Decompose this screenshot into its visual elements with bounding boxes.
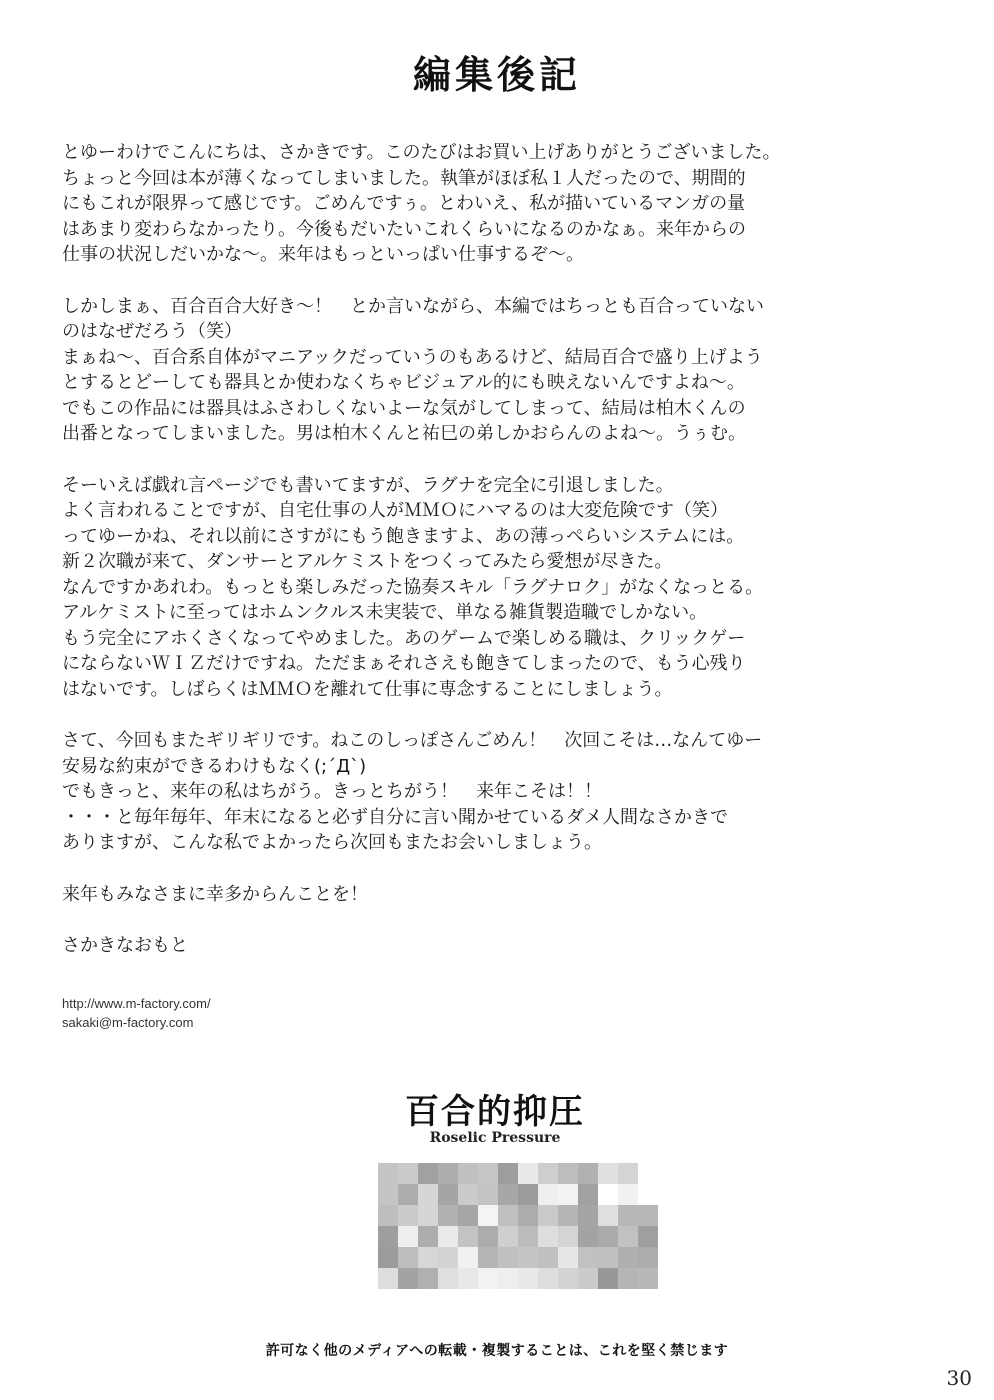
mosaic-cell <box>458 1184 478 1205</box>
copyright-notice: 許可なく他のメディアへの転載・複製することは、これを堅く禁じます <box>265 1343 729 1359</box>
mosaic-cell <box>378 1226 398 1247</box>
mosaic-cell <box>438 1268 458 1289</box>
mosaic-cell <box>598 1226 618 1247</box>
email-link[interactable]: sakaki@m-factory.com <box>62 1015 194 1030</box>
paragraph-5 <box>62 882 942 908</box>
mosaic-cell <box>598 1268 618 1289</box>
text-line: アルケミストに至ってはホムンクルス未実装で、単なる雑貨製造職でしかない。 <box>62 602 708 623</box>
mosaic-cell <box>558 1205 578 1226</box>
text-line: でもきっと、来年の私はちがう。きっとちがう！ 来年こそは！！ <box>62 781 602 802</box>
mosaic-cell <box>558 1226 578 1247</box>
text-line: さて、今回もまたギリギリです。ねこのしっぽさんごめん！ 次回こそは…なんてゆー <box>62 730 763 751</box>
mosaic-cell <box>558 1163 578 1184</box>
mosaic-cell <box>498 1247 518 1268</box>
text-line: ってゆーかね、それ以前にさすがにもう飽きますよ、あの薄っぺらいシステムには。 <box>62 525 745 547</box>
mosaic-cell <box>498 1268 518 1289</box>
mosaic-cell <box>378 1163 398 1184</box>
text-line: でもこの作品には器具はふさわしくないよーな気がしてしまって、結局は柏木くんの <box>62 397 746 419</box>
paragraph-3 <box>62 473 942 703</box>
mosaic-cell <box>378 1268 398 1289</box>
mosaic-cell <box>458 1226 478 1247</box>
mosaic-cell <box>518 1268 538 1289</box>
mosaic-cell <box>558 1268 578 1289</box>
text-line: 出番となってしまいました。男は柏木くんと祐巳の弟しかおらんのよね～。うぅむ。 <box>62 423 746 444</box>
mosaic-cell <box>418 1205 438 1226</box>
text-line: 新２次職が来て、ダンサーとアルケミストをつくってみたら愛想が尽きた。 <box>62 551 673 572</box>
mosaic-cell <box>418 1268 438 1289</box>
mosaic-cell <box>558 1184 578 1205</box>
mosaic-cell <box>438 1226 458 1247</box>
mosaic-cell <box>598 1163 618 1184</box>
mosaic-cell <box>458 1247 478 1268</box>
mosaic-cell <box>498 1205 518 1226</box>
mosaic-cell <box>418 1163 438 1184</box>
mosaic-cell <box>398 1226 418 1247</box>
mosaic-cell <box>378 1184 398 1205</box>
pixelated-censor-block <box>378 1163 668 1293</box>
mosaic-cell <box>458 1268 478 1289</box>
mosaic-cell <box>438 1163 458 1184</box>
mosaic-cell <box>518 1163 538 1184</box>
mosaic-cell <box>578 1163 598 1184</box>
mosaic-cell <box>438 1184 458 1205</box>
text-line: にならないＷＩＺだけですね。ただまぁそれさえも飽きてしまったので、もう心残り <box>62 653 746 674</box>
text-line: ありますが、こんな私でよかったら次回もまたお会いしましょう。 <box>62 832 602 853</box>
text-line: ・・・と毎年毎年、年末になると必ず自分に言い聞かせているダメ人間なさかきで <box>62 806 728 828</box>
mosaic-cell <box>398 1247 418 1268</box>
mosaic-cell <box>398 1184 418 1205</box>
text-line: のはなぜだろう（笑） <box>62 321 242 342</box>
mosaic-cell <box>478 1247 498 1268</box>
mosaic-cell <box>498 1184 518 1205</box>
mosaic-cell <box>538 1163 558 1184</box>
mosaic-cell <box>518 1205 538 1226</box>
mosaic-cell <box>478 1163 498 1184</box>
text-line: はないです。しばらくはＭＭＯを離れて仕事に専念することにしましょう。 <box>62 678 673 700</box>
mosaic-cell <box>518 1184 538 1205</box>
mosaic-cell <box>538 1205 558 1226</box>
author-signature <box>62 933 942 959</box>
text-line: 安易な約束ができるわけもなく(;´Д`) <box>62 755 367 777</box>
mosaic-cell <box>598 1247 618 1268</box>
afterword-body <box>62 140 942 985</box>
website-link[interactable]: http://www.m-factory.com/ <box>62 996 211 1011</box>
text-line: なんですかあれわ。もっとも楽しみだった協奏スキル「ラグナロク」がなくなっとる。 <box>62 576 764 598</box>
mosaic-cell <box>398 1268 418 1289</box>
logo-title-jp: 百合的抑圧 <box>405 1092 585 1132</box>
text-line: とゆーわけでこんにちは、さかきです。このたびはお買い上げありがとうございました。 <box>62 142 781 163</box>
mosaic-cell <box>438 1205 458 1226</box>
circle-logo <box>380 1092 610 1146</box>
mosaic-cell <box>438 1247 458 1268</box>
author-name: さかきなおもと <box>62 935 188 956</box>
mosaic-cell <box>458 1205 478 1226</box>
mosaic-cell <box>638 1247 658 1268</box>
mosaic-cell <box>518 1247 538 1268</box>
text-line: とするとどーしても器具とか使わなくちゃビジュアル的にも映えないんですよね～。 <box>62 372 745 393</box>
paragraph-4 <box>62 728 942 856</box>
mosaic-cell <box>618 1184 638 1205</box>
text-line: そーいえば戯れ言ページでも書いてますが、ラグナを完全に引退しました。 <box>62 474 674 496</box>
mosaic-cell <box>418 1184 438 1205</box>
mosaic-cell <box>398 1163 418 1184</box>
text-line: もう完全にアホくさくなってやめました。あのゲームで楽しめる職は、クリックゲー <box>62 627 746 649</box>
mosaic-cell <box>578 1247 598 1268</box>
mosaic-cell <box>538 1268 558 1289</box>
mosaic-cell <box>478 1268 498 1289</box>
mosaic-cell <box>638 1205 658 1226</box>
mosaic-cell <box>398 1205 418 1226</box>
mosaic-cell <box>558 1247 578 1268</box>
mosaic-cell <box>518 1226 538 1247</box>
text-line: 来年もみなさまに幸多からんことを！ <box>62 883 368 905</box>
page-number: 30 <box>946 1366 972 1390</box>
text-line: しかしまぁ、百合百合大好き～！ とか言いながら、本編ではちっとも百合っていない <box>62 295 764 317</box>
page-title: 編集後記 <box>412 53 581 97</box>
text-line: まぁね～、百合系自体がマニアックだっていうのもあるけど、結局百合で盛り上げよう <box>62 346 763 368</box>
mosaic-cell <box>598 1205 618 1226</box>
mosaic-cell <box>638 1226 658 1247</box>
mosaic-cell <box>418 1226 438 1247</box>
mosaic-cell <box>638 1268 658 1289</box>
mosaic-cell <box>578 1268 598 1289</box>
text-line: にもこれが限界って感じです。ごめんですぅ。とわいえ、私が描いているマンガの量 <box>62 193 746 214</box>
mosaic-cell <box>458 1163 478 1184</box>
mosaic-cell <box>378 1247 398 1268</box>
mosaic-cell <box>618 1205 638 1226</box>
mosaic-cell <box>478 1226 498 1247</box>
mosaic-cell <box>578 1205 598 1226</box>
mosaic-cell <box>538 1247 558 1268</box>
mosaic-cell <box>618 1268 638 1289</box>
logo-title-en: Roselic Pressure <box>429 1130 561 1146</box>
text-line: 仕事の状況しだいかな～。来年はもっといっぱい仕事するぞ～。 <box>62 244 584 265</box>
mosaic-cell <box>378 1205 398 1226</box>
mosaic-cell <box>578 1184 598 1205</box>
text-line: よく言われることですが、自宅仕事の人がＭＭＯにハマるのは大変危険です（笑） <box>62 500 728 521</box>
mosaic-cell <box>538 1226 558 1247</box>
text-line: ちょっと今回は本が薄くなってしまいました。執筆がほぼ私１人だったので、期間的 <box>62 167 746 189</box>
mosaic-cell <box>478 1205 498 1226</box>
mosaic-cell <box>498 1163 518 1184</box>
mosaic-cell <box>498 1226 518 1247</box>
mosaic-cell <box>418 1247 438 1268</box>
mosaic-cell <box>538 1184 558 1205</box>
contact-links <box>62 994 211 1032</box>
mosaic-cell <box>578 1226 598 1247</box>
text-line: はあまり変わらなかったり。今後もだいたいこれくらいになるのかなぁ。来年からの <box>62 218 746 240</box>
paragraph-2 <box>62 294 942 447</box>
mosaic-cell <box>618 1163 638 1184</box>
mosaic-cell <box>618 1247 638 1268</box>
mosaic-cell <box>618 1226 638 1247</box>
mosaic-cell <box>478 1184 498 1205</box>
paragraph-1 <box>62 140 942 268</box>
